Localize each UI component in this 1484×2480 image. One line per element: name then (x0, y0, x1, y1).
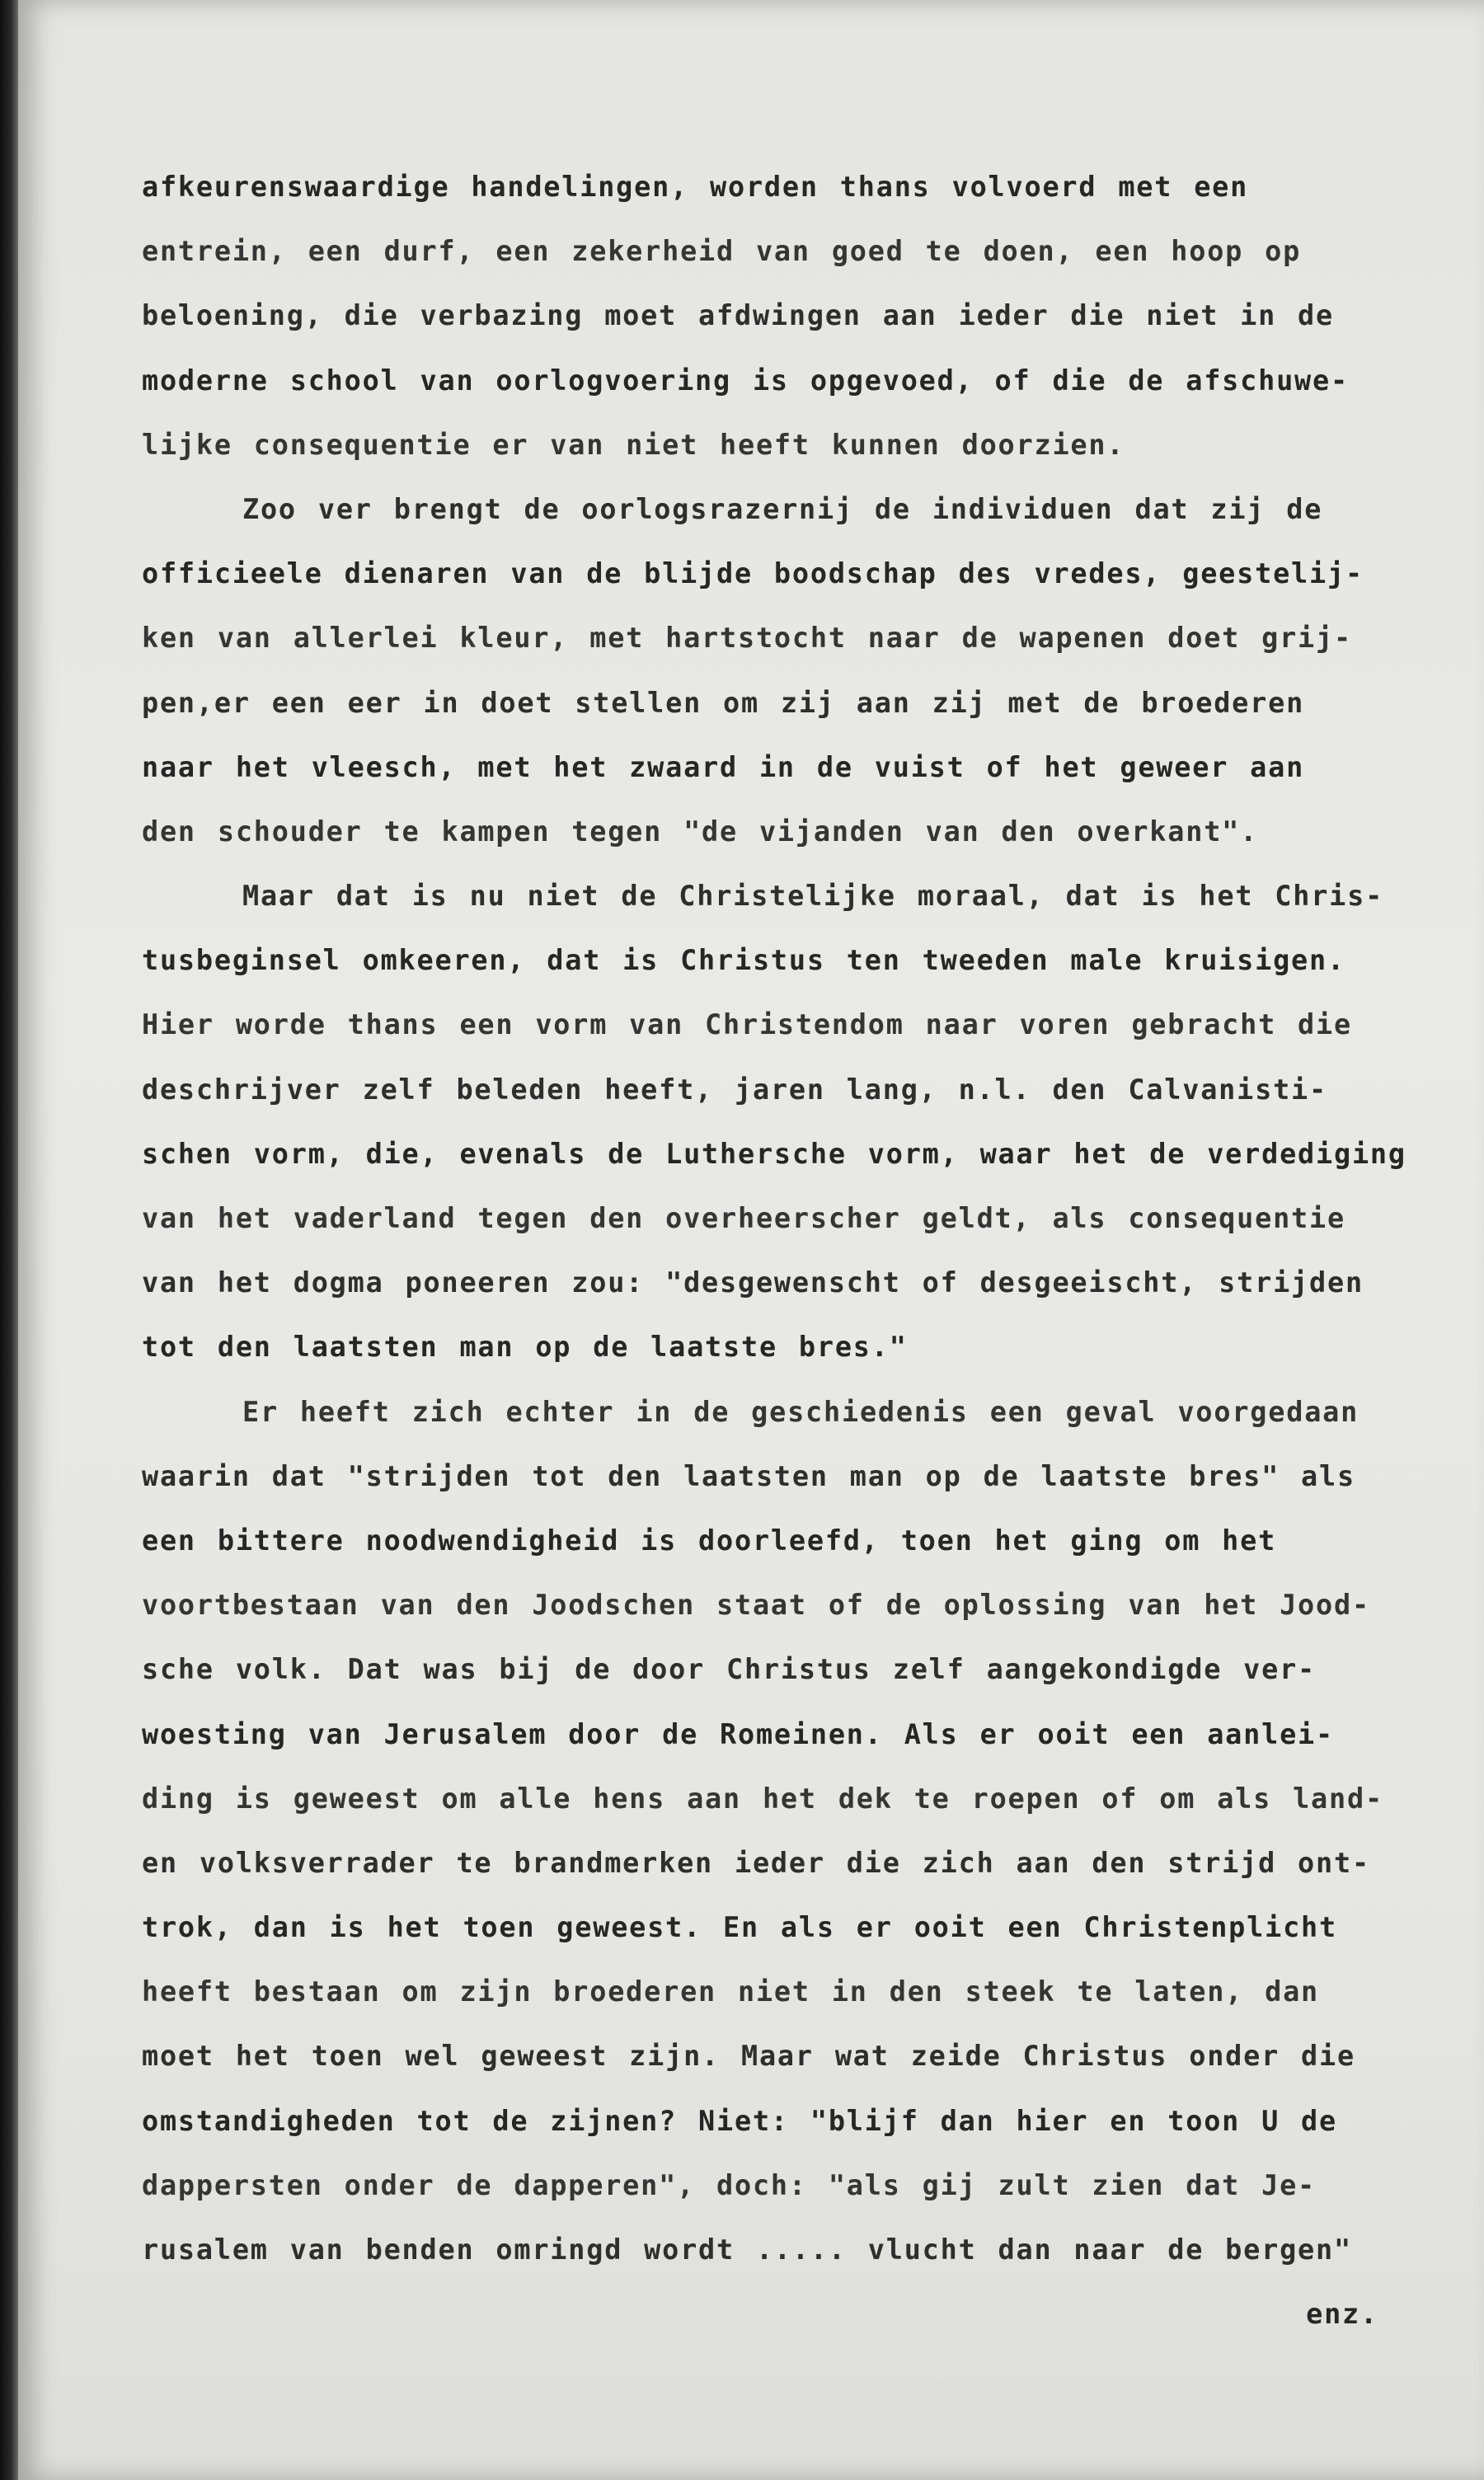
text-line: trok, dan is het toen geweest. En als er ooit een Christenplicht (142, 1911, 1337, 1944)
text-line: lijke consequentie er van niet heeft kunnen doorzien. (142, 428, 1125, 461)
text-line: entrein, een durf, een zekerheid van goed te doen, een hoop op (142, 235, 1302, 268)
text-line: omstandigheden tot de zijnen? Niet: "blijf dan hier en toon U de (142, 2104, 1337, 2137)
paragraph-start-line: Zoo ver brengt de oorlogsrazernij de individuen dat zij de (242, 492, 1323, 525)
text-line: moderne school van oorlogvoering is opgevoed, of die de afschuwe- (142, 364, 1349, 397)
text-line: officieele dienaren van de blijde boodschap des vredes, geestelij- (142, 557, 1364, 590)
text-line: dappersten onder de dapperen", doch: "als gij zult zien dat Je- (142, 2168, 1317, 2201)
text-line: ken van allerlei kleur, met hartstocht naar de wapenen doet grij- (142, 622, 1352, 655)
text-line: sche volk. Dat was bij de door Christus zelf aangekondigde ver- (142, 1653, 1317, 1686)
document-page (18, 0, 1484, 2480)
text-line: en volksverrader te brandmerken ieder die zich aan den strijd ont- (142, 1846, 1370, 1879)
text-line: den schouder te kampen tegen "de vijanden van den overkant". (142, 815, 1259, 848)
text-line: een bittere noodwendigheid is doorleefd, toen het ging om het (142, 1524, 1277, 1557)
text-line: tusbeginsel omkeeren, dat is Christus ten tweeden male kruisigen. (142, 944, 1345, 977)
closing-line: enz. (1306, 2298, 1378, 2331)
text-line: rusalem van benden omringd wordt ..... vlucht dan naar de bergen" (142, 2233, 1352, 2266)
text-line: waarin dat "strijden tot den laatsten man op de laatste bres" als (142, 1459, 1355, 1492)
text-line: van het vaderland tegen den overheerscher geldt, als consequentie (142, 1202, 1345, 1234)
text-line: naar het vleesch, met het zwaard in de vuist of het geweer aan (142, 750, 1305, 783)
text-line: afkeurenswaardige handelingen, worden thans volvoerd met een (142, 171, 1249, 203)
text-line: schen vorm, die, evenals de Luthersche vorm, waar het de verdediging (142, 1137, 1407, 1170)
text-line: Hier worde thans een vorm van Christendom naar voren gebracht die (142, 1008, 1352, 1041)
text-line: voortbestaan van den Joodschen staat of de oplossing van het Jood- (142, 1589, 1370, 1622)
text-line: beloening, die verbazing moet afdwingen aan ieder die niet in de (142, 299, 1334, 332)
text-line: van het dogma poneeren zou: "desgewenscht of desgeeischt, strijden (142, 1266, 1364, 1299)
text-line: pen,er een eer in doet stellen om zij aan zij met de broederen (142, 686, 1305, 719)
paragraph-start-line: Maar dat is nu niet de Christelijke moraal, dat is het Chris- (242, 880, 1384, 913)
paragraph-start-line: Er heeft zich echter in de geschiedenis een geval voorgedaan (242, 1395, 1360, 1428)
scan-left-edge (0, 0, 18, 2480)
typewritten-text (142, 155, 1407, 2346)
text-line: woesting van Jerusalem door de Romeinen. Als er ooit een aanlei- (142, 1717, 1334, 1750)
text-line: deschrijver zelf beleden heeft, jaren lang, n.l. den Calvanisti- (142, 1073, 1327, 1106)
text-line: moet het toen wel geweest zijn. Maar wat zeide Christus onder die (142, 2040, 1355, 2073)
text-line: heeft bestaan om zijn broederen niet in den steek te laten, dan (142, 1975, 1320, 2008)
text-line: tot den laatsten man op de laatste bres." (142, 1331, 908, 1364)
text-line: ding is geweest om alle hens aan het dek te roepen of om als land- (142, 1782, 1383, 1815)
